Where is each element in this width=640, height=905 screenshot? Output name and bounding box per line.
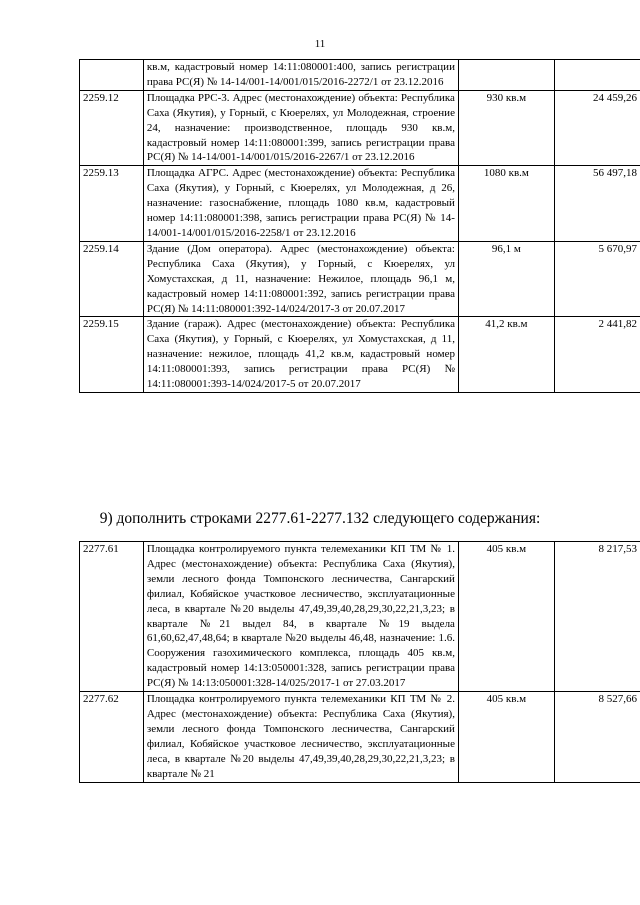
row-number: 2277.62 [80, 692, 144, 782]
row-description: Площадка АГРС. Адрес (местонахождение) объекта: Республика Саха (Якутия), у Горный, с Кюерелях, ул Молодежная, д 26, назначение: газоснабжение, площадь 1080 кв.м, кадастровый номер 14:11:080001:398, запись регистрации права РС(Я) № 14-14/001-14/001/015/2016-2258/1 от 23.12.2016 [143, 166, 458, 242]
page-number: 11 [314, 38, 326, 50]
row-number: 2259.13 [80, 166, 144, 242]
row-area: 405 кв.м [458, 542, 554, 692]
table-row [80, 542, 640, 692]
row-number: 2277.61 [80, 542, 144, 692]
table-row [80, 317, 640, 393]
row-description: Здание (Дом оператора). Адрес (местонахождение) объекта: Республика Саха (Якутия), у Горный, с Кюерелях, ул Хомустахская, д 11, назначение: Нежилое, площадь 96,1 м, кадастровый номер 14:11:080001:392, запись регистрации права РС(Я) № 14:11:080001:392-14/024/2017-3 от 20.07.2017 [143, 241, 458, 317]
amendment-instruction: 9) дополнить строками 2277.61-2277.132 следующего содержания: [99, 510, 541, 527]
row-description: Площадка контролируемого пункта телемеханики КП ТМ № 2. Адрес (местонахождение) объекта: Республика Саха (Якутия), земли лесного фонда Томпонского лесничества, Сангарский филиал, Кобяйское участковое лесничество, эксплуатационные леса, в квартале №20 выделы 47,49,39,40,28,29,30,22,21,3,23; в квартале № 21 [143, 692, 458, 782]
table-row [80, 166, 640, 242]
row-price: 2 441,82 [554, 317, 640, 393]
table-row [80, 241, 640, 317]
row-description: Площадка РРС-3. Адрес (местонахождение) объекта: Республика Саха (Якутия), у Горный, с Кюерелях, ул Молодежная, строение 24, назначение: производственное, площадь 930 кв.м, кадастровый номер 14:11:080001:399, запись регистрации права РС(Я) № 14-14/001-14/001/015/2016-2267/1 от 23.12.2016 [143, 90, 458, 166]
row-number [80, 60, 144, 91]
row-area: 405 кв.м [458, 692, 554, 782]
row-area: 1080 кв.м [458, 166, 554, 242]
row-area: 96,1 м [458, 241, 554, 317]
property-table-top [79, 59, 640, 393]
row-price: 8 527,66 [554, 692, 640, 782]
row-area: 41,2 кв.м [458, 317, 554, 393]
row-price: 24 459,26 [554, 90, 640, 166]
row-price [554, 60, 640, 91]
row-number: 2259.15 [80, 317, 144, 393]
row-price: 8 217,53 [554, 542, 640, 692]
table-row [80, 692, 640, 782]
property-table-bottom [79, 541, 640, 783]
row-number: 2259.14 [80, 241, 144, 317]
row-area [458, 60, 554, 91]
table-row [80, 90, 640, 166]
row-number: 2259.12 [80, 90, 144, 166]
row-area: 930 кв.м [458, 90, 554, 166]
row-description: Площадка контролируемого пункта телемеханики КП ТМ № 1. Адрес (местонахождение) объекта: Республика Саха (Якутия), земли лесного фонда Томпонского лесничества, Сангарский филиал, Кобяйское участковое лесничество, эксплуатационные леса, в квартале №20 выделы 47,49,39,40,28,29,30,22,21,3,23; в квартале №21 выдел 84, в квартале №19 выдела 61,60,62,47,48,64; в квартале №20 выделы 46,48, назначение: 1.6. Сооружения газохимического комплекса, площадь 405 кв.м, кадастровый номер 14:13:050001:328, запись регистрации права РС(Я) № 14:13:050001:328-14/025/2017-1 от 27.03.2017 [143, 542, 458, 692]
table-row [80, 60, 640, 91]
row-price: 5 670,97 [554, 241, 640, 317]
row-description: Здание (гараж). Адрес (местонахождение) объекта: Республика Саха (Якутия), у Горный, с Кюерелях, ул Хомустахская, д 11, назначение: нежилое, площадь 41,2 кв.м, кадастровый номер 14:11:080001:393, запись регистрации права РС(Я) № 14:11:080001:393-14/024/2017-5 от 20.07.2017 [143, 317, 458, 393]
row-description: кв.м, кадастровый номер 14:11:080001:400, запись регистрации права РС(Я) № 14-14/001-14/001/015/2016-2272/1 от 23.12.2016 [143, 60, 458, 91]
row-price: 56 497,18 [554, 166, 640, 242]
